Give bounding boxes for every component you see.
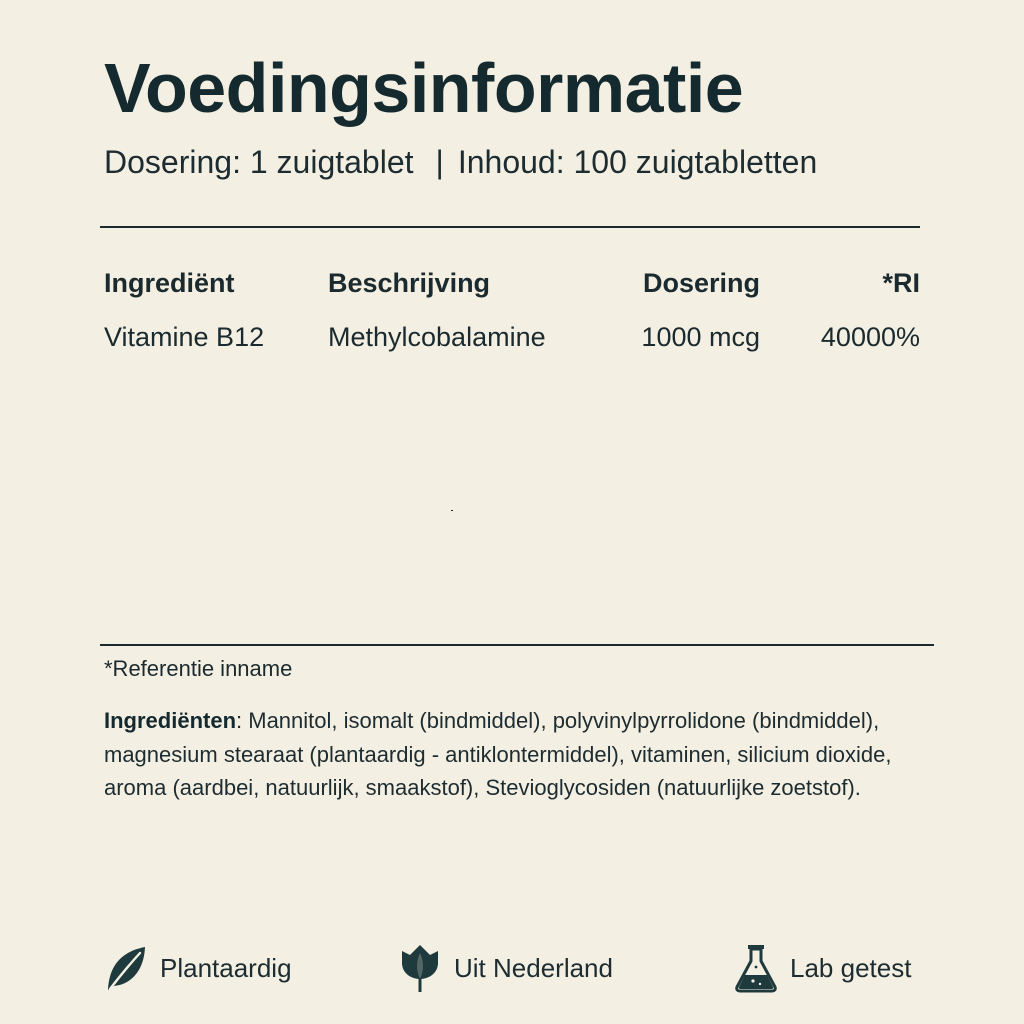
bottom-divider	[100, 644, 934, 646]
badge-label: Plantaardig	[160, 952, 292, 983]
badge-label: Uit Nederland	[454, 952, 613, 983]
dosage-text: Dosering: 1 zuigtablet	[104, 144, 414, 180]
header-dosage: Dosering	[642, 268, 760, 298]
page-title: Voedingsinformatie	[104, 49, 744, 127]
separator: |	[435, 144, 444, 180]
top-divider	[100, 226, 920, 228]
badge-uit-nederland	[396, 940, 613, 996]
table-cell-ri: 40000%	[820, 322, 920, 352]
badge-lab-getest	[732, 940, 911, 996]
table-cell-description: Methylcobalamine	[328, 322, 546, 352]
subtitle	[104, 144, 817, 181]
table-cell-dosage: 1000 mcg	[641, 322, 760, 352]
flask-icon	[732, 942, 780, 994]
header-ingredient: Ingrediënt	[104, 268, 235, 298]
header-ri: *RI	[882, 268, 920, 298]
leaf-icon	[102, 942, 150, 994]
table-cell-ingredient: Vitamine B12	[104, 322, 265, 352]
content-text: Inhoud: 100 zuigtabletten	[457, 144, 818, 180]
badge-plantaardig	[102, 940, 292, 996]
stray-dot	[451, 510, 453, 511]
badge-label: Lab getest	[790, 952, 912, 983]
footnote: *Referentie inname	[104, 656, 293, 681]
ingredients-paragraph	[104, 704, 904, 805]
tulip-icon	[396, 942, 444, 994]
ingredients-text: : Mannitol, isomalt (bindmiddel), polyvinylpyrrolidone (bindmiddel), magnesium stearaat (plantaardig - antiklontermiddel), vitaminen, silicium dioxide, aroma (aardbei, natuurlijk, smaakstof), Stevioglycosiden (natuurlijke zoetstof).	[104, 708, 892, 800]
header-description: Beschrijving	[328, 268, 491, 298]
ingredients-label: Ingrediënten	[104, 708, 237, 733]
